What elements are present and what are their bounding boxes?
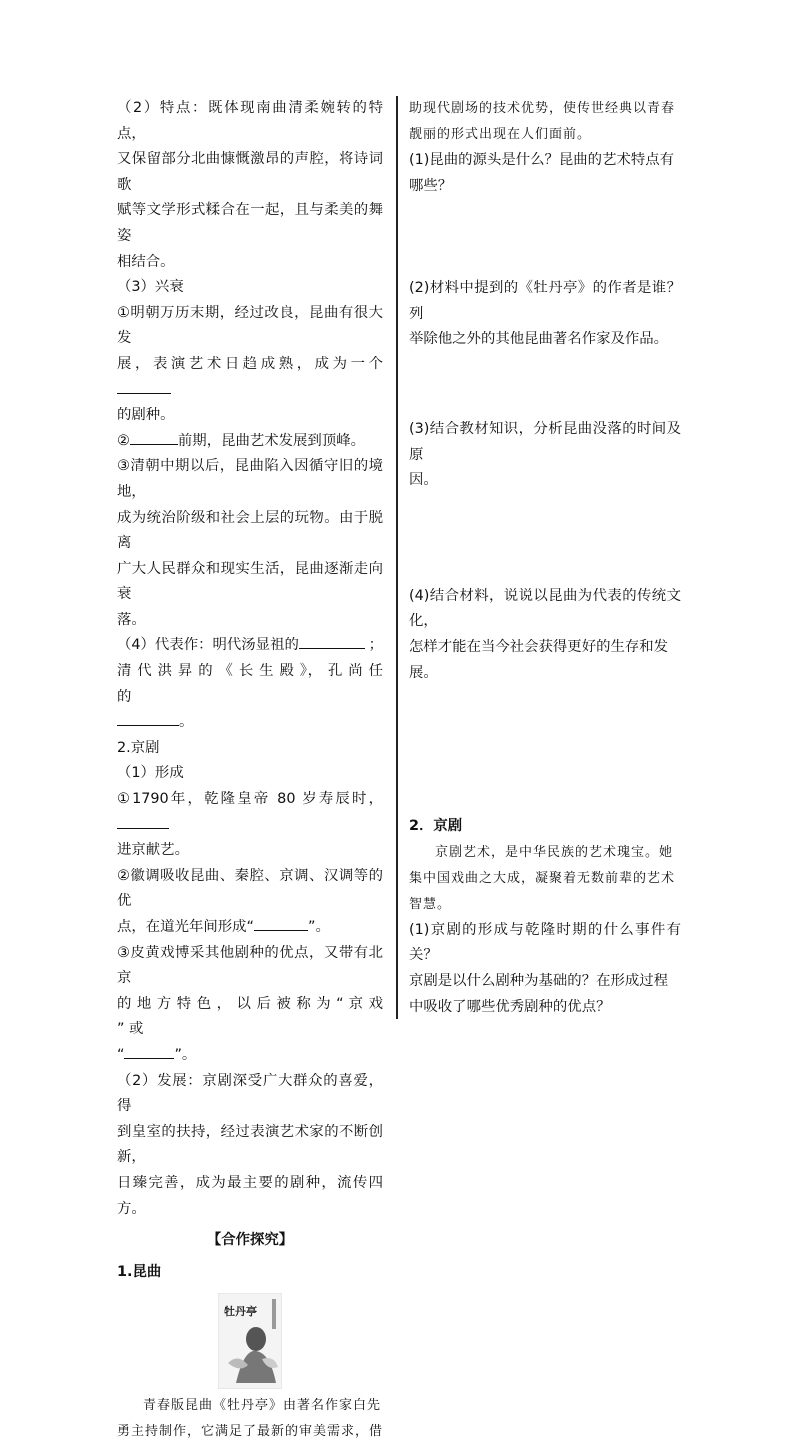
- kunqu-section-title: 1.昆曲: [117, 1263, 162, 1280]
- kunqu-qing-line-2: 成为统治阶级和社会上层的玩物。由于脱离: [117, 509, 383, 552]
- text-segment: 点，在道光年间形成“: [117, 919, 254, 935]
- text-segment: 展，表演艺术日趋成熟，成为一个: [117, 355, 383, 372]
- jingju-material-line-3: 智慧。: [409, 896, 452, 912]
- fill-blank[interactable]: [130, 431, 178, 445]
- kunqu-qing-line-3: 广大人民群众和现实生活，昆曲逐渐走向衰: [117, 560, 383, 603]
- kunqu-qing-line-4: 落。: [117, 611, 146, 628]
- kunqu-question-1-line-1: (1)昆曲的源头是什么？昆曲的艺术特点有: [409, 152, 675, 168]
- kunqu-question-4-line-3: 展。: [409, 664, 438, 681]
- kunqu-feature-line-2: 又保留部分北曲慷慨激昂的声腔，将诗词歌: [117, 151, 383, 193]
- fill-blank[interactable]: [299, 635, 365, 649]
- fill-blank[interactable]: [117, 380, 171, 394]
- kunqu-ming-line-3: 的剧种。: [117, 407, 175, 424]
- text-segment: ；: [368, 637, 383, 654]
- jingju-formation-line-6: 的 地 方 特 色 ， 以 后 被 称 为 “ 京 戏 ” 或: [117, 995, 383, 1038]
- text-segment: （4）代表作：明代汤显祖的: [117, 637, 299, 654]
- jingju-formation-line-2: 进京献艺。: [117, 842, 189, 859]
- kunqu-ming-line-1: ①明朝万历末期，经过改良，昆曲有很大发: [117, 304, 383, 347]
- jingju-development-line-1: （2）发展：京剧深受广大群众的喜爱，得: [117, 1072, 383, 1115]
- jingju-question-1-line-1: (1)京剧的形成与乾隆时期的什么事件有关？: [409, 921, 681, 964]
- jingju-question-1-line-3: 中吸收了哪些优秀剧种的优点？: [409, 998, 611, 1015]
- jingju-formation-line-5: ③皮黄戏博采其他剧种的优点，又带有北京: [117, 944, 383, 987]
- column-divider: [396, 96, 398, 1019]
- text-segment: 。: [179, 714, 194, 731]
- kunqu-question-3-line-2: 因。: [409, 472, 438, 489]
- left-column: [117, 96, 383, 1445]
- text-segment: ②: [117, 432, 130, 449]
- peony-pavilion-poster-image: [218, 1293, 282, 1389]
- jingju-formation-heading: （1）形成: [117, 765, 184, 782]
- jingju-section-title: 2．京剧: [409, 818, 463, 835]
- jingju-material-line-1: 京剧艺术，是中华民族的艺术瑰宝。她: [435, 844, 674, 860]
- text-segment: “: [117, 1046, 125, 1063]
- kunqu-ming-line-2: [117, 352, 383, 403]
- kunqu-question-2-line-1: (2)材料中提到的《牡丹亭》的作者是谁？列: [409, 280, 681, 322]
- kunqu-works-line-1: [117, 633, 383, 659]
- poster-caption-line-1: 青春版昆曲《牡丹亭》由著名作家白先: [143, 1398, 382, 1414]
- jingju-heading: 2.京剧: [117, 739, 160, 756]
- poster-caption-line-2: 勇主持制作，它满足了最新的审美需求，借: [117, 1424, 384, 1440]
- text-segment: ”。: [307, 919, 330, 935]
- jingju-formation-line-3: ②徽调吸收昆曲、秦腔、京调、汉调等的优: [117, 867, 383, 910]
- kunqu-feature-line-1: （2）特点：既体现南曲清柔婉转的特点，: [117, 100, 383, 142]
- fill-blank[interactable]: [117, 815, 169, 829]
- jingju-formation-line-4: [117, 915, 383, 941]
- kunqu-question-4-line-1: (4)结合材料，说说以昆曲为代表的传统文化，: [409, 587, 681, 630]
- jingju-material-line-2: 集中国戏曲之大成，凝聚着无数前辈的艺术: [409, 870, 676, 886]
- text-segment: ①1790年，乾隆皇帝 80 岁寿辰时，: [117, 791, 383, 808]
- kunqu-peak-line: [117, 429, 383, 455]
- right-column: [409, 96, 681, 1020]
- fill-blank[interactable]: [254, 917, 308, 931]
- jingju-formation-line-1: [117, 787, 383, 838]
- kunqu-rise-fall-heading: （3）兴衰: [117, 279, 184, 296]
- kunqu-works-line-3: [117, 710, 383, 736]
- text-segment: 前期，昆曲艺术发展到顶峰。: [177, 432, 365, 449]
- material-continuation-line-1: 助现代剧场的技术优势，使传世经典以青春: [409, 101, 676, 116]
- jingju-question-1-line-2: 京剧是以什么剧种为基础的？在形成过程: [409, 972, 669, 989]
- material-continuation-line-2: 靓丽的形式出现在人们面前。: [409, 127, 592, 142]
- cooperative-inquiry-title: 【合作探究】: [206, 1232, 294, 1249]
- kunqu-question-4-line-2: 怎样才能在当今社会获得更好的生存和发: [409, 638, 669, 655]
- kunqu-question-2-line-2: 举除他之外的其他昆曲著名作家及作品。: [409, 331, 669, 348]
- kunqu-works-line-2: 清 代 洪 昇 的 《 长 生 殿 》， 孔 尚 任 的: [117, 663, 383, 705]
- fill-blank[interactable]: [124, 1045, 174, 1059]
- jingju-development-line-3: 日臻完善，成为最主要的剧种，流传四方。: [117, 1174, 383, 1217]
- kunqu-question-3-line-1: (3)结合教材知识，分析昆曲没落的时间及原: [409, 420, 681, 463]
- kunqu-feature-line-4: 相结合。: [117, 253, 175, 270]
- poster-title: 牡丹亭: [224, 1305, 257, 1319]
- kunqu-qing-line-1: ③清朝中期以后，昆曲陷入因循守旧的境地，: [117, 458, 383, 500]
- kunqu-feature-line-3: 赋等文学形式糅合在一起，且与柔美的舞姿: [117, 202, 383, 244]
- kunqu-question-1-line-2: 哪些？: [409, 177, 453, 194]
- jingju-formation-line-7: [117, 1043, 383, 1069]
- text-segment: ”。: [174, 1046, 197, 1063]
- fill-blank[interactable]: [117, 712, 179, 726]
- jingju-development-line-2: 到皇室的扶持，经过表演艺术家的不断创新，: [117, 1123, 383, 1166]
